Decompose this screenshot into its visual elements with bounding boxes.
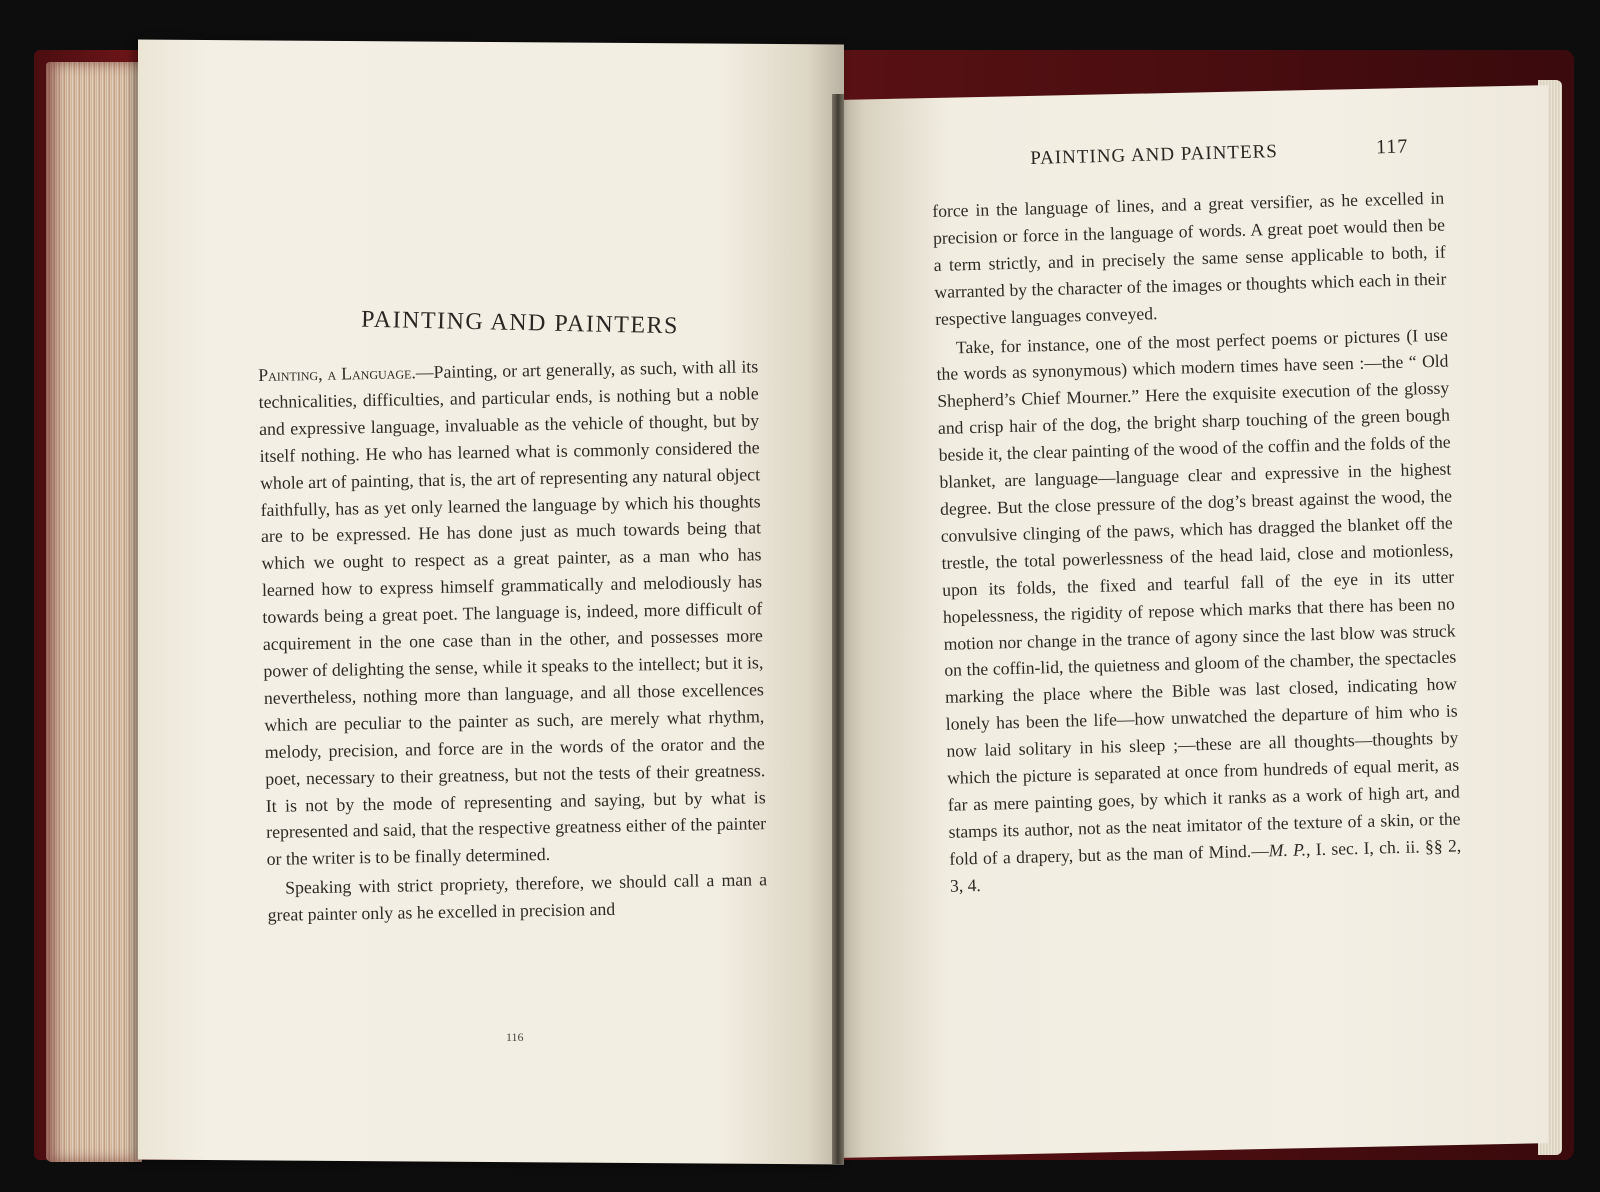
chapter-title: PAINTING AND PAINTERS xyxy=(360,306,680,340)
left-paragraph-text: —Painting, or art generally, as such, with all its technicalities, difficulties, and particular ends, is nothing but a noble and expressive language, invaluable as the vehicle of thought, but by itself nothing. He who has learned what is commonly considered the whole art of painting, that is, the art of representing any natural object faithfully, has as yet only learned the language by which his thoughts are to be expressed. He has done just as much towards being that which we ought to respect as a great painter, as a man who has learned how to express himself grammatically and melodiously has towards being a great poet. The language is, indeed, more difficult of acquirement in the one case than in the other, and possesses more power of delighting the sense, while it speaks to the intellect; but it is, nevertheless, nothing more than language, and all those excellences which are peculiar to the painter as such, are merely what rhythm, melody, precision, and force are in the words of the orator and the poet, necessary to their greatness, but not the tests of their greatness. It is not by the mode of representing and saying, but by what is represented and said, that the respective greatness either of the painter or the writer is to be finally determined. xyxy=(258,356,767,870)
page-edges-left xyxy=(46,62,142,1162)
page-number-left: 116 xyxy=(506,1030,524,1044)
citation-source: M. P. xyxy=(1268,839,1307,861)
book-gutter xyxy=(832,94,844,1164)
right-paragraph: force in the language of lines, and a great versifier, as he excelled in precision or force in the language of words. A great poet would then be a term strictly, and in precisely the same sense applicable to both, if warranted by the character of the images or thoughts which each in their respective languages conveyed. xyxy=(932,187,1447,329)
citation-reference: , I. sec. I, ch. ii. §§ 2, 3, 4. xyxy=(949,835,1462,896)
page-number-right: 117 xyxy=(1375,135,1409,159)
section-heading: Painting, a Language. xyxy=(258,362,416,385)
right-page-text xyxy=(932,185,1462,900)
right-paragraph xyxy=(936,321,1463,899)
left-page-text xyxy=(258,353,768,929)
right-paragraph-text: Take, for instance, one of the most perfect poems or pictures (I use the words as synonymous) which modern times have seen :—the “ Old Shepherd’s Chief Mourner.” Here the exquisite execution of the glossy and crisp hair of the dog, the bright sharp touching of the green bough beside it, the clear painting of the wood of the coffin and the folds of the blanket, are language—language clear and expressive in the highest degree. But the close pressure of the dog’s breast against the wood, the convulsive clinging of the paws, which has dragged the blanket off the trestle, the total powerlessness of the head laid, close and motionless, upon its folds, the fixed and tearful fall of the eye in its utter hopelessness, the rigidity of repose which marks that there has been no motion nor change in the trance of agony since the last blow was struck on the coffin-lid, the quietness and gloom of the chamber, the spectacles marking the place where the Bible was last closed, indicating how lonely has been the life—how unwatched the departure of him who is now laid solitary in his sleep ;—these are all thoughts—thoughts by which the picture is separated at once from hundreds of equal merit, as far as mere painting goes, by which it ranks as a work of high art, and stamps its author, not as the neat imitator of the texture of a skin, or the fold of a drapery, but as the man of Mind.— xyxy=(936,324,1461,869)
running-head-title: PAINTING AND PAINTERS xyxy=(1030,141,1279,169)
left-paragraph xyxy=(258,353,767,873)
left-paragraph: Speaking with strict propriety, therefore, we should call a man a great painter only as he excelled in precision and xyxy=(267,869,768,926)
